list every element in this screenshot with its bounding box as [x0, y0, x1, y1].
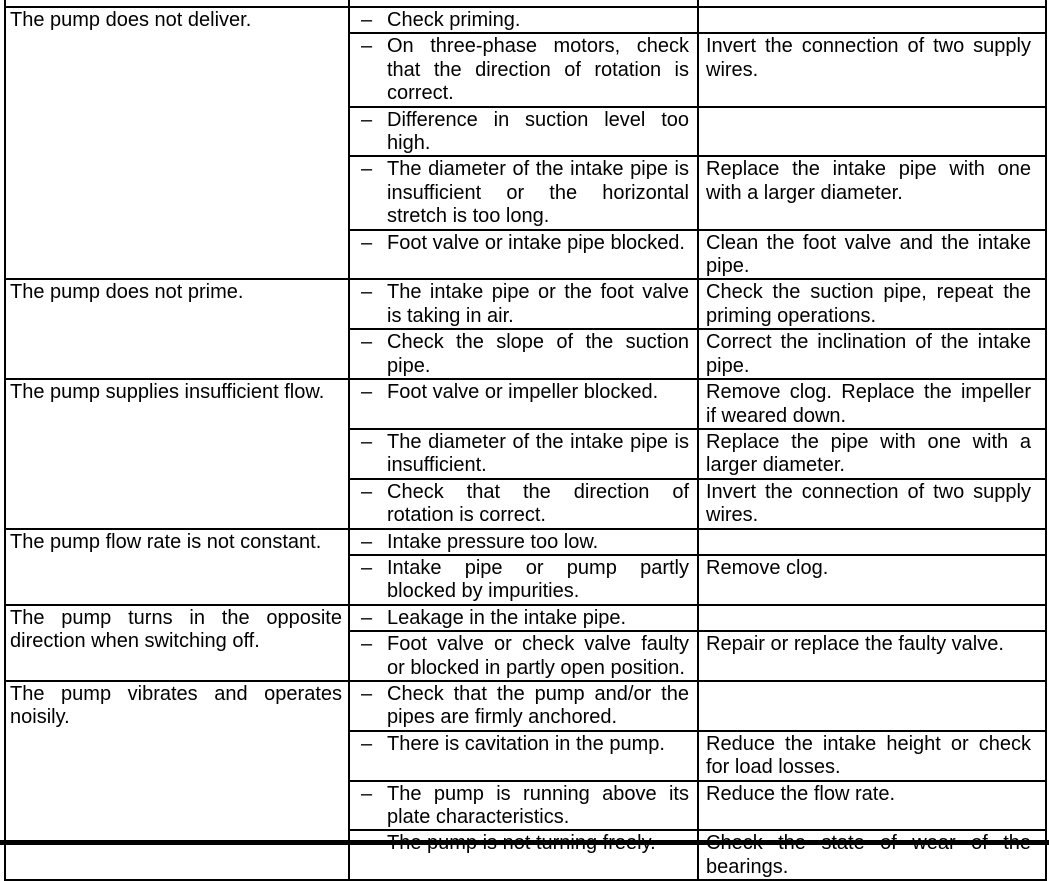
- problem-text: The pump does not prime.: [10, 281, 244, 304]
- remedy-cell: [698, 156, 1046, 229]
- problem-cell: [5, 279, 349, 379]
- remedy-cell: [698, 731, 1046, 781]
- cause-cell: [349, 329, 698, 379]
- remedy-text: Invert the connection of two supply wires.: [706, 35, 1031, 81]
- cause-text: Foot valve or intake pipe blocked.: [387, 231, 685, 254]
- remedy-cell: [698, 7, 1046, 33]
- cause-text: Foot valve or check valve faulty or blocked in partly open position.: [387, 633, 689, 679]
- remedy-cell: [698, 681, 1046, 731]
- remedy-cell: [698, 781, 1046, 831]
- remedy-text: Remove clog.: [706, 556, 829, 579]
- remedy-cell: [698, 605, 1046, 631]
- cause-text: Check that the pump and/or the pipes are firmly anchored.: [387, 682, 689, 729]
- problem-cell: [5, 379, 349, 528]
- cause-cell: [349, 830, 698, 880]
- problem-text: The pump does not deliver.: [10, 9, 252, 31]
- dash-bullet: –: [361, 430, 373, 453]
- page-bottom-rule: [0, 840, 1049, 845]
- remedy-cell: [698, 279, 1046, 329]
- cause-cell: [349, 156, 698, 229]
- cause-text: Intake pipe or pump partly blocked by impurities.: [387, 556, 689, 603]
- remedy-cell: [698, 479, 1046, 529]
- cause-text: There is cavitation in the pump.: [387, 732, 665, 755]
- dash-bullet: –: [361, 782, 373, 805]
- cause-cell: [349, 731, 698, 781]
- cause-cell: [349, 781, 698, 831]
- dash-bullet: –: [361, 35, 373, 58]
- cause-cell: [349, 479, 698, 529]
- remedy-text: Clean the foot valve and the intake pipe.: [706, 231, 1031, 278]
- dash-bullet: –: [361, 556, 373, 579]
- table-row: [5, 279, 1046, 329]
- cause-text: The diameter of the intake pipe is insufficient or the horizontal stretch is too long.: [387, 158, 689, 228]
- dash-bullet: –: [361, 281, 373, 304]
- remedy-text: Invert the connection of two supply wires.: [706, 480, 1031, 527]
- cause-text: Foot valve or impeller blocked.: [387, 381, 659, 404]
- remedy-text: [699, 682, 1045, 683]
- cause-cell: [349, 605, 698, 631]
- remedy-cell: [698, 429, 1046, 479]
- dash-bullet: –: [361, 682, 373, 705]
- cause-text: Check the slope of the suction pipe.: [387, 331, 689, 377]
- cause-text: Difference in suction level too high.: [387, 108, 689, 155]
- remedy-cell: [698, 230, 1046, 280]
- dash-bullet: –: [361, 9, 373, 31]
- remedy-cell: [698, 379, 1046, 429]
- cause-text: The diameter of the intake pipe is insufficient.: [387, 430, 689, 477]
- problem-cell: [5, 681, 349, 880]
- cause-cell: [349, 33, 698, 106]
- remedy-text: Correct the inclination of the intake pipe.: [706, 331, 1031, 377]
- remedy-text: Replace the pipe with one with a larger diameter.: [706, 430, 1031, 477]
- dash-bullet: –: [361, 158, 373, 181]
- cause-text: Check priming.: [387, 9, 521, 31]
- problem-text: The pump supplies insufficient flow.: [10, 381, 325, 404]
- dash-bullet: –: [361, 331, 373, 354]
- dash-bullet: –: [361, 231, 373, 254]
- remedy-cell: [698, 529, 1046, 555]
- remedy-cell-empty: [698, 0, 1046, 7]
- dash-bullet: –: [361, 381, 373, 404]
- remedy-text: Reduce the intake height or check for load losses.: [706, 732, 1031, 779]
- table-row: [5, 605, 1046, 631]
- cause-cell: [349, 230, 698, 280]
- table-row-cutoff: [5, 0, 1046, 7]
- problem-text: The pump vibrates and operates noisily.: [10, 682, 342, 729]
- problem-text: The pump turns in the opposite direction when switching off.: [10, 606, 342, 653]
- dash-bullet: –: [361, 732, 373, 755]
- remedy-text: Check the suction pipe, repeat the priming operations.: [706, 281, 1031, 327]
- table-row: [5, 379, 1046, 429]
- remedy-cell: [698, 107, 1046, 157]
- cause-cell: [349, 631, 698, 681]
- cause-cell: [349, 681, 698, 731]
- cause-cell: [349, 429, 698, 479]
- dash-bullet: –: [361, 606, 373, 629]
- remedy-cell: [698, 830, 1046, 880]
- remedy-text: Repair or replace the faulty valve.: [706, 633, 1004, 656]
- dash-bullet: –: [361, 633, 373, 656]
- table-row: [5, 681, 1046, 731]
- cause-cell-empty: [349, 0, 698, 7]
- problem-text: The pump flow rate is not constant.: [10, 530, 322, 553]
- dash-bullet: –: [361, 480, 373, 503]
- cause-cell: [349, 529, 698, 555]
- remedy-text: [699, 606, 1045, 607]
- problem-cell: [5, 529, 349, 605]
- table-row: [5, 529, 1046, 555]
- cause-text: Leakage in the intake pipe.: [387, 606, 627, 629]
- cause-cell: [349, 379, 698, 429]
- cause-text: Check that the direction of rotation is correct.: [387, 480, 689, 527]
- cause-cell: [349, 279, 698, 329]
- remedy-cell: [698, 631, 1046, 681]
- remedy-cell: [698, 555, 1046, 605]
- cause-text: The intake pipe or the foot valve is taking in air.: [387, 281, 689, 327]
- cause-text: On three-phase motors, check that the direction of rotation is correct.: [387, 35, 689, 105]
- cause-text: Intake pressure too low.: [387, 530, 599, 553]
- cause-text: The pump is running above its plate characteristics.: [387, 782, 689, 828]
- cause-cell: [349, 7, 698, 33]
- troubleshooting-table: [4, 0, 1047, 881]
- remedy-cell: [698, 33, 1046, 106]
- dash-bullet: –: [361, 530, 373, 553]
- remedy-text: [699, 8, 1045, 9]
- remedy-cell: [698, 329, 1046, 379]
- dash-bullet: –: [361, 108, 373, 131]
- remedy-text: [699, 530, 1045, 531]
- problem-cell: [5, 605, 349, 681]
- remedy-text: [699, 108, 1045, 109]
- remedy-text: Reduce the flow rate.: [706, 782, 895, 805]
- remedy-text: Replace the intake pipe with one with a larger diameter.: [706, 158, 1031, 204]
- remedy-text: Remove clog. Replace the impeller if weared down.: [706, 381, 1031, 427]
- cause-cell: [349, 107, 698, 157]
- cause-cell: [349, 555, 698, 605]
- table-row: [5, 7, 1046, 33]
- remedy-text: bearings.: [706, 855, 789, 878]
- problem-cell-empty: [5, 0, 349, 7]
- problem-cell: [5, 7, 349, 279]
